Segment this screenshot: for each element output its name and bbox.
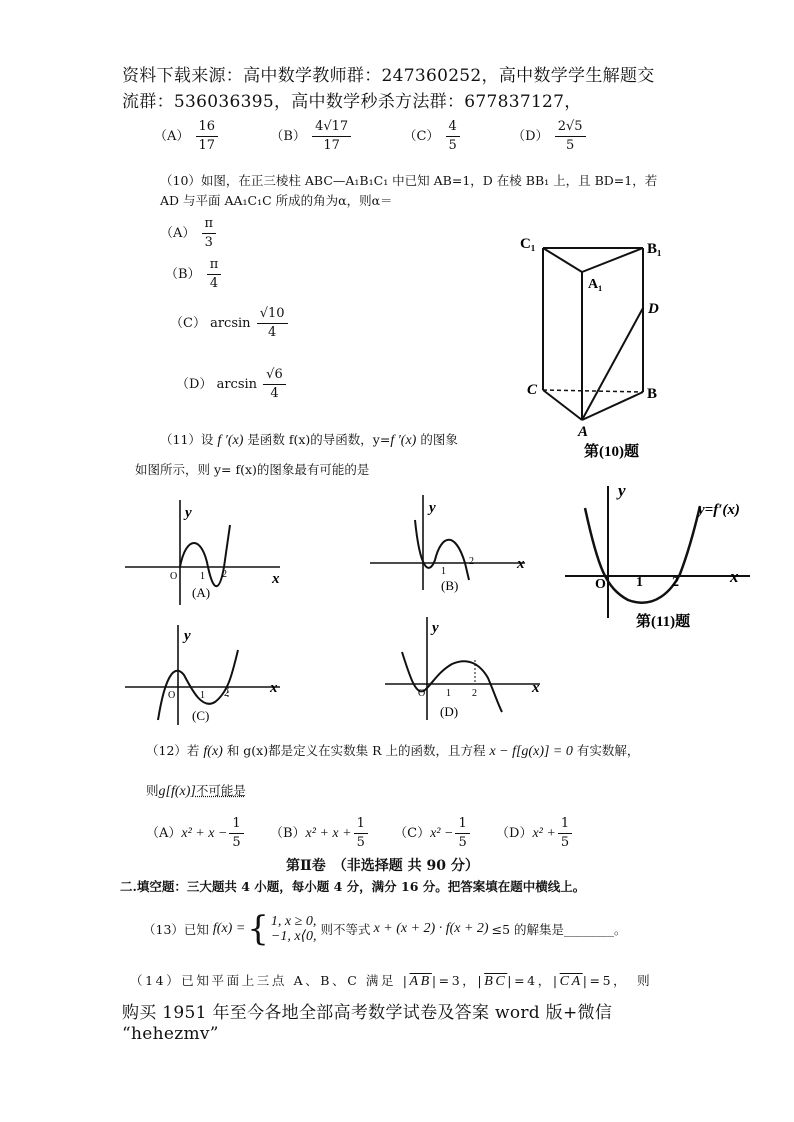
svg-text:y: y	[429, 500, 436, 516]
graph-c	[120, 620, 290, 730]
label-c: C	[527, 382, 538, 398]
q12-option-c: （C）x² − $\frac{1}{5}$	[394, 826, 472, 841]
fprime-label: y=f′(x)	[698, 502, 740, 518]
label-c1: C₁	[520, 236, 536, 252]
svg-text:O: O	[418, 688, 426, 699]
svg-text:2: 2	[672, 575, 679, 590]
q11-line-2: 如图所示，则 y= f(x)的图象最有可能的是	[135, 462, 370, 477]
svg-text:y: y	[432, 620, 439, 636]
svg-text:2: 2	[224, 688, 229, 699]
svg-text:x: x	[532, 680, 540, 696]
svg-text:1: 1	[441, 566, 446, 577]
prism-figure	[510, 220, 700, 465]
svg-text:y: y	[185, 505, 192, 521]
part2-title: 第Ⅱ卷 （非选择题 共 90 分）	[286, 858, 479, 874]
q9-options	[154, 118, 588, 155]
q9-option-b: （B） $\frac{4√17}{17}$	[270, 129, 357, 144]
svg-text:y: y	[184, 628, 191, 644]
q10-option-b: （B） $\frac{\pi}{4}$	[165, 256, 223, 293]
q14: （14）已知平面上三点 A、B、C 满足 $|\overline{AB}|=3$，$|\overline{BC}|=4$，$|\overline{CA}|=5$， 则	[130, 973, 653, 989]
q9-option-c: （C） $\frac{4}{5}$	[403, 129, 466, 144]
graph-b-label: (B)	[441, 578, 459, 593]
section-heading: 二.填空题：三大题共 4 小题，每小题 4 分，满分 16 分。把答案填在题中横线上。	[120, 879, 586, 894]
svg-text:O: O	[170, 571, 178, 582]
graph-d	[380, 612, 550, 722]
svg-text:x: x	[730, 567, 739, 586]
q9-option-d: （D） $\frac{2√5}{5}$	[512, 129, 587, 144]
svg-text:1: 1	[446, 688, 451, 699]
header-line-1: 资料下载来源：高中数学教师群：247360252，高中数学学生解题交	[122, 66, 655, 86]
graph-b	[365, 490, 535, 605]
label-d: D	[648, 301, 659, 317]
svg-text:1: 1	[200, 571, 205, 582]
label-a: A	[578, 424, 589, 440]
svg-text:x: x	[517, 556, 525, 572]
graph-c-label: (C)	[192, 708, 210, 723]
label-a1: A₁	[588, 277, 603, 292]
footer-line-1: 购买 1951 年至今各地全部高考数学试卷及答案 word 版+微信	[122, 1003, 613, 1023]
footer-line-2: “hehezmv”	[122, 1024, 219, 1044]
svg-text:1: 1	[200, 690, 205, 701]
q13: （13）已知 f(x) = { 1, x ≥ 0, −1, x⟨0, 则不等式 x + (x + 2) · f(x + 2) ≤5 的解集是________。	[143, 909, 627, 949]
label-b1: B₁	[647, 241, 662, 257]
q10-line-1: （10）如图，在正三棱柱 ABC—A₁B₁C₁ 中已知 AB=1，D 在棱 BB₁ 上，且 BD=1，若	[160, 173, 658, 188]
q9-option-a: （A） $\frac{16}{17}$	[154, 129, 224, 144]
q12-option-a: （A）x² + x − $\frac{1}{5}$	[146, 826, 246, 841]
q10-line-2: AD 与平面 AA₁C₁C 所成的角为α，则α＝	[160, 193, 393, 208]
graph-a-label: (A)	[192, 585, 211, 600]
q12-option-d: （D）x² + $\frac{1}{5}$	[496, 826, 574, 841]
q10-option-a: （A） $\frac{\pi}{3}$	[160, 215, 218, 252]
svg-text:x: x	[272, 571, 280, 587]
svg-text:y: y	[618, 481, 626, 500]
svg-text:2: 2	[469, 556, 474, 567]
q12-line-2: 则g[f(x)]不可能是	[146, 783, 246, 799]
q12-line-1: （12）若 f(x) 和 g(x)都是定义在实数集 R 上的函数，且方程 x − f[g(x)] = 0 有实数解，	[146, 743, 640, 759]
label-b: B	[647, 386, 658, 402]
prism-caption: 第(10)题	[584, 444, 639, 460]
svg-text:2: 2	[222, 569, 227, 580]
q12-options	[146, 815, 574, 852]
q11-line-1: （11）设 f ′(x) 是函数 f(x)的导函数，y=f ′(x) 的图象	[160, 432, 458, 448]
derivative-graph	[560, 478, 770, 638]
svg-text:O: O	[595, 577, 606, 592]
q12-option-b: （B）x² + x + $\frac{1}{5}$	[270, 826, 370, 841]
svg-text:O: O	[168, 690, 176, 701]
svg-text:2: 2	[472, 688, 477, 699]
q10-option-c: （C） arcsin $\frac{√10}{4}$	[170, 305, 290, 342]
svg-text:1: 1	[636, 575, 643, 590]
graph-a	[120, 495, 290, 610]
header-line-2: 流群：536036395，高中数学秒杀方法群：677837127，	[122, 92, 582, 112]
graph-d-label: (D)	[440, 704, 459, 719]
q10-option-d: （D） arcsin $\frac{√6}{4}$	[176, 366, 288, 403]
derivative-caption: 第(11)题	[636, 614, 691, 630]
svg-text:x: x	[270, 680, 278, 696]
